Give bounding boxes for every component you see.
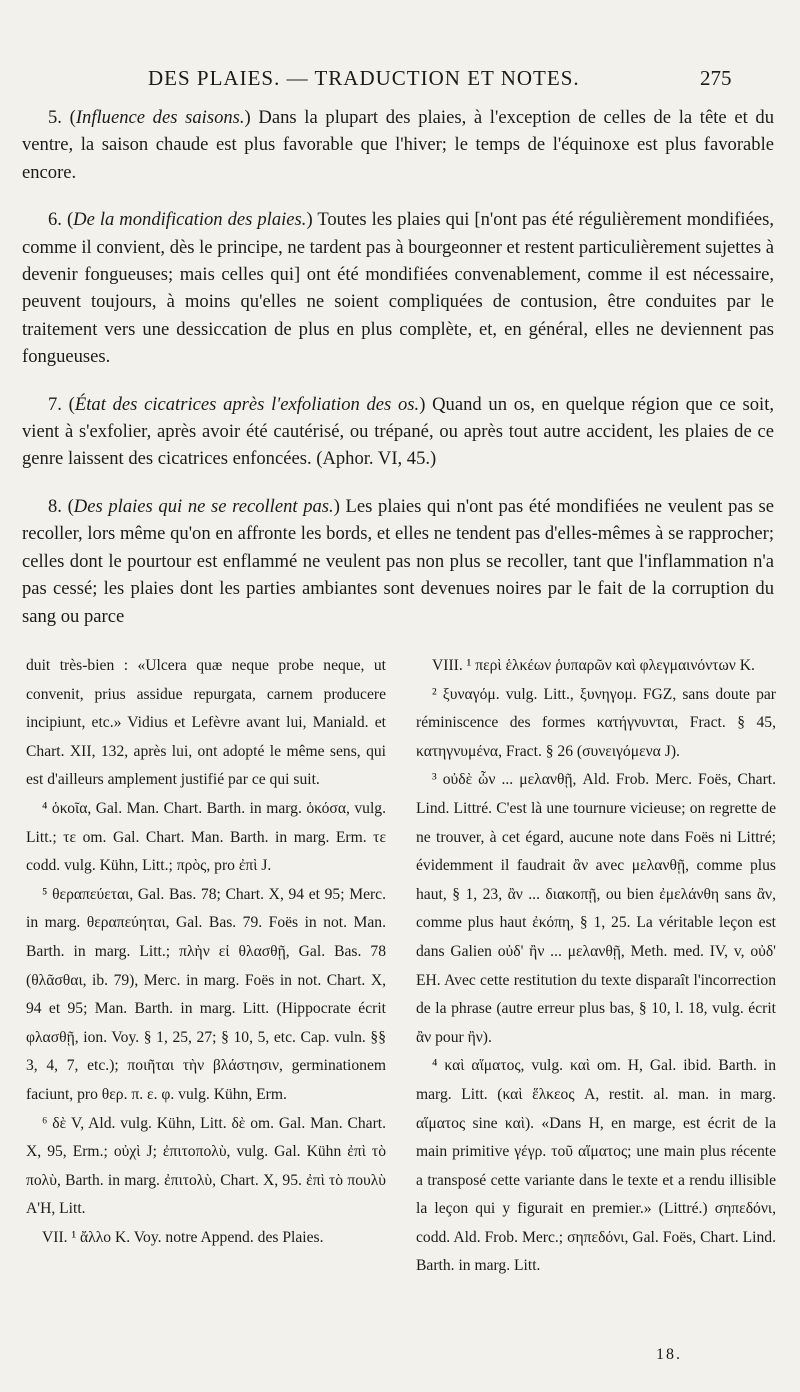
notes-right-column (416, 652, 776, 1281)
paragraph-number: 5. (48, 107, 62, 128)
paragraph-5: 5. (Influence des saisons.) Dans la plupart des plaies, à l'exception de celles de la tête et du ventre, la saison chaude est plus favorable que l'hiver; le temps de l'équinoxe est plus favorable encore. (22, 107, 775, 183)
paragraph-6: 6. (De la mondification des plaies.) Toutes les plaies qui [n'ont pas été régulièrement mondifiées, comme il convient, dès le principe, ne tardent pas à bourgeonner et restent particulièrement sujettes à devenir fongueuses; mais celles qui] ont été mondifiées convenablement, comme il est nécessaire, peuvent toujours, à moins qu'elles ne soient compliquées de contusion, être conduites par le traitement vers une dessiccation de plus en plus complète, et, en général, elles ne deviennent pas fongueuses. (22, 209, 774, 368)
paragraph-text: Dans la plupart des plaies, à l'exception de celles de la tête et du ventre, la saison chaude est plus favorable que l'hiver; le temps de l'équinoxe est plus favorable encore. (22, 107, 775, 183)
page-header (0, 66, 800, 100)
paragraph-7: 7. (État des cicatrices après l'exfoliation des os.) Quand un os, en quelque région que ce soit, vient à s'exfolier, après avoir été cautérisé, ou trépané, ou après tout autre accident, les plaies de ce genre laissent des cicatrices enfoncées. (Aphor. VI, 45.) (22, 393, 775, 470)
note: VIII. ¹ περὶ ἑλκέων ῥυπαρῶν καὶ φλεγμαινόντων K. (432, 657, 755, 674)
signature-mark: 18. (656, 1346, 682, 1363)
paragraph-text: Quand un os, en quelque région que ce soit, vient à s'exfolier, après avoir été cautérisé, ou trépané, ou après tout autre accident, les plaies de ce genre laissent des cicatrices enfoncées. (Aphor. VI, 45.) (22, 393, 775, 470)
note: ² ξυναγόμ. vulg. Litt., ξυνηγομ. FGZ, sans doute par réminiscence des formes κατήγνυνται, Fract. § 45, κατηγνυμένα, Fract. § 26 (συνειγόμενα J). (416, 685, 776, 760)
footnotes (26, 652, 776, 1281)
note: VII. ¹ ἄλλο K. Voy. notre Append. des Plaies. (42, 1228, 324, 1246)
section-title: État des cicatrices après l'exfoliation des os. (74, 393, 420, 415)
section-title: De la mondification des plaies. (73, 209, 307, 231)
page-number: 275 (700, 66, 732, 90)
section-title: Des plaies qui ne se recollent pas. (73, 495, 334, 517)
main-text (22, 104, 774, 650)
paragraph-text: Les plaies qui n'ont pas été mondifiées ne veulent pas se recoller, lors même qu'on en affronte les bords, et elles ne tendent pas d'elles-mêmes à se rapprocher; celles dont le pourtour est enflammé ne veulent pas non plus se recoller, tant que l'inflammation n'a pas cessé; les plaies dont les parties ambiantes sont devenues noires par le fait de la corruption du sang ou parce (22, 495, 775, 627)
note: ⁵ θεραπεύεται, Gal. Bas. 78; Chart. X, 94 et 95; Merc. in marg. θεραπεύηται, Gal. Bas. 79. Foës in not. Man. Barth. in marg. Litt.; πλὴν εἰ θλασθῇ, Gal. Bas. 78 (θλᾶσθαι, ib. 79), Merc. in marg. Foës in not. Chart. X, 94 et 95; Man. Barth. in marg. Litt. (Hippocrate écrit φλασθῇ, ion. Voy. § 1, 25, 27; § 10, 5, etc. Cap. vuln. §§ 3, 4, 7, etc.); ποιῆται τὴν βλάστησιν, germinationem faciunt, pro θερ. π. ε. φ. vulg. Kühn, Erm. (26, 885, 386, 1103)
running-title: DES PLAIES. — TRADUCTION ET NOTES. (148, 66, 580, 90)
paragraph-text: Toutes les plaies qui [n'ont pas été régulièrement mondifiées, comme il convient, dès le principe, ne tardent pas à bourgeonner et restent particulièrement sujettes à devenir fongueuses; mais celles qui] ont été mondifiées convenablement, comme il est nécessaire, peuvent toujours, à moins qu'elles ne soient compliquées de contusion, être conduites par le traitement vers une dessiccation de plus en plus complète, et, en général, elles ne deviennent pas fongueuses. (22, 209, 774, 368)
note: ³ οὐδὲ ὧν ... μελανθῇ, Ald. Frob. Merc. Foës, Chart. Lind. Littré. C'est là une tournure vicieuse; on regrette de ne trouver, à cet égard, aucune note dans Foës ni Littré; évidemment il faudrait ἂν avec μελανθῇ, comme plus haut, § 1, 23, ἂν ... διακοπῇ, ou bien ἐμελάνθη sans ἂν, comme plus haut ἐκόπη, § 1, 25. La véritable leçon est dans Galien οὐδ' ἢν ... μελανθῇ, Meth. med. IV, v, οὐδ' EH. Avec cette restitution du texte disparaît l'incorrection de la phrase (autre erreur plus bas, § 10, l. 18, vulg. écrit ἂν pour ἢν). (416, 771, 776, 1046)
note: ⁶ δὲ V, Ald. vulg. Kühn, Litt. δὲ om. Gal. Man. Chart. X, 95, Erm.; οὐχὶ J; ἐπιτοπολὺ, vulg. Gal. Kühn ἐπὶ τὸ πολὺ, Barth. in marg. ἐπιτολὺ, Chart. X, 95. ἐπὶ τὸ πουλὺ A'H, Litt. (26, 1114, 386, 1218)
section-title: Influence des saisons. (75, 107, 245, 128)
notes-left-column (26, 652, 386, 1281)
paragraph-number: 7. (48, 393, 62, 415)
note: duit très-bien : «Ulcera quæ neque probe neque, ut convenit, prius assidue repurgata, carnem producere incipiunt, etc.» Vidius et Lefèvre avant lui, Maniald. et Chart. XII, 132, après lui, ont adopté le même sens, qui est d'ailleurs amplement justifié par ce qui suit. (26, 657, 386, 789)
note: ⁴ καὶ αἵματος, vulg. καὶ om. H, Gal. ibid. Barth. in marg. Litt. (καὶ ἕλκεος A, restit. al. man. in marg. αἵματος sine καὶ). «Dans H, en marge, est écrit de la main primitive γέγρ. τοῦ αἵματος; une main plus récente a transposé cette variante dans le texte et a rendu illisible la leçon qui y figurait en premier.» (Littré.) σηπεδόνι, codd. Ald. Frob. Merc.; σηπεδόνι, Gal. Foës, Chart. Lind. Barth. in marg. Litt. (416, 1057, 776, 1275)
paragraph-number: 6. (48, 209, 62, 231)
paragraph-number: 8. (48, 495, 62, 517)
paragraph-8: 8. (Des plaies qui ne se recollent pas.) Les plaies qui n'ont pas été mondifiées ne veulent pas se recoller, lors même qu'on en affronte les bords, et elles ne tendent pas d'elles-mêmes à se rapprocher; celles dont le pourtour est enflammé ne veulent pas non plus se recoller, tant que l'inflammation n'a pas cessé; les plaies dont les parties ambiantes sont devenues noires par le fait de la corruption du sang ou parce (22, 495, 775, 627)
note: ⁴ ὁκοῖα, Gal. Man. Chart. Barth. in marg. ὁκόσα, vulg. Litt.; τε om. Gal. Chart. Man. Barth. in marg. Erm. τε codd. vulg. Kühn, Litt.; πρὸς, pro ἐπὶ J. (26, 799, 386, 875)
